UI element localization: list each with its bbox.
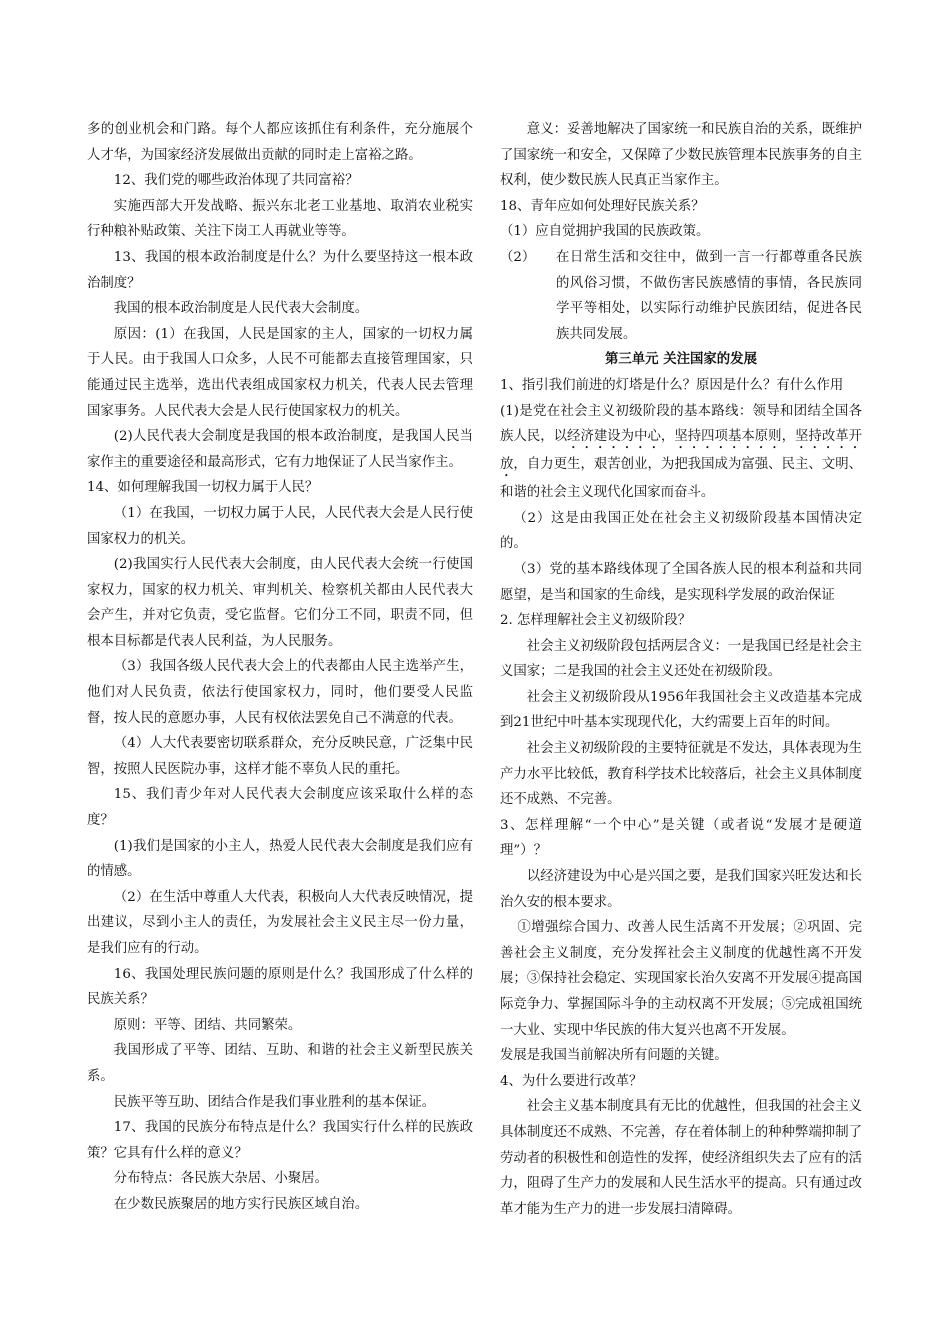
question: 2. 怎样理解社会主义初级阶段？ (500, 613, 692, 629)
paragraph: 我国形成了平等、团结、互助、和谐的社会主义新型民族关系。 (87, 1043, 473, 1084)
paragraph: （1）应自觉拥护我国的民族政策。 (500, 224, 710, 240)
paragraph: (1)我们是国家的小主人，热爱人民代表大会制度是我们应有的情感。 (87, 838, 473, 880)
paragraph: 社会主义初级阶段的主要特征就是不发达，具体表现为生产力水平比较低，教育科学技术比较落后，社会主义具体制度还不成熟、不完善。 (500, 741, 862, 808)
question: 16、我国处理民族问题的原则是什么？我国形成了什么样的民族关系？ (87, 966, 473, 1008)
paragraph: （3）党的基本路线体现了全国各族人民的根本利益和共同愿望，是当和国家的生命线，是实现科学发展的政治保证 (500, 561, 862, 603)
paragraph: (2)我国实行人民代表大会制度，由人民代表大会统一行使国家权力，国家的权力机关、审判机关、检察机关都由人民代表大会产生，并对它负责，受它监督。它们分工不同，职责不同，但根本目标都是代表人民利益，为人民服务。 (87, 557, 473, 649)
paragraph: 意义：妥善地解决了国家统一和民族自治的关系，既维护了国家统一和安全，又保障了少数民族管理本民族事务的自主权利，使少数民族人民真正当家作主。 (500, 122, 862, 189)
paragraph: （1）在我国，一切权力属于人民，人民代表大会是人民行使国家权力的机关。 (87, 505, 473, 547)
question: 14、如何理解我国一切权力属于人民？ (87, 480, 319, 496)
paragraph: 以经济建设为中心是兴国之要，是我们国家兴旺发达和长治久安的根本要求。 (500, 869, 862, 910)
question: 1、指引我们前进的灯塔是什么？原因是什么？有什么作用 (500, 377, 844, 393)
question: 13、我国的根本政治制度是什么？为什么要坚持这一根本政治制度？ (87, 249, 473, 291)
hanging-paragraph (500, 245, 862, 347)
paragraph: 原则：平等、团结、共同繁荣。 (113, 1017, 302, 1033)
right-column (500, 117, 862, 1222)
paragraph: 多的创业机会和门路。每个人都应该抓住有利条件，充分施展个人才华，为国家经济发展做出贡献的同时走上富裕之路。 (87, 122, 473, 163)
paragraph: 社会主义初级阶段包括两层含义：一是我国已经是社会主义国家；二是我国的社会主义还处在初级阶段。 (500, 638, 862, 680)
paragraph: ①增强综合国力、改善人民生活离不开发展；②巩固、完善社会主义制度，充分发挥社会主义制度的优越性离不开发展；③保持社会稳定、实现国家长治久安离不开发展④提高国际竞争力、掌握国际斗争的主动权离不开发展；⑤完成祖国统一大业、实现中华民族的伟大复兴也离不开发展。 (500, 920, 862, 1038)
paragraph: （3）我国各级人民代表大会上的代表都由人民主选举产生，他们对人民负责，依法行使国家权力，同时，他们要受人民监督，按人民的意愿办事，人民有权依法罢免自己不满意的代表。 (87, 659, 473, 726)
item-text: 在日常生活和交往中，做到一言一行都尊重各民族的风俗习惯，不做伤害民族感情的事情，各民族同学平等相处，以实际行动维护民族团结，促进各民族共同发展。 (556, 249, 862, 342)
emphasis-text: 坚持改革开放 (500, 429, 863, 473)
unit-heading: 第三单元 关注国家的发展 (605, 351, 757, 368)
emphasis-text: 坚持四项基本原则 (674, 429, 782, 445)
question: 18、青年应如何处理好民族关系？ (500, 198, 705, 214)
paragraph: 民族平等互助、团结合作是我们事业胜利的基本保证。 (113, 1094, 436, 1110)
paragraph: (2)人民代表大会制度是我国的根本政治制度，是我国人民当家作主的重要途径和最高形式，它有力地保证了人民当家作主。 (87, 429, 473, 470)
question: 4、为什么要进行改革？ (500, 1073, 643, 1089)
paragraph: 分布特点：各民族大杂居、小聚居。 (113, 1171, 329, 1187)
left-column (87, 117, 473, 1218)
paragraph: 原因：(1）在我国，人民是国家的主人，国家的一切权力属于人民。由于我国人口众多，人民不可能都去直接管理国家，只能通过民主选举，选出代表组成国家权力机关，代表人民去管理国家事务。人民代表大会是人民行使国家权力的机关。 (87, 326, 473, 419)
paragraph: 发展是我国当前解决所有问题的关键。 (500, 1048, 728, 1064)
paragraph: 我国的根本政治制度是人民代表大会制度。 (113, 301, 369, 317)
paragraph: （2）这是由我国正处在社会主义初级阶段基本国情决定的。 (500, 510, 862, 552)
item-number: （2） (500, 249, 536, 265)
paragraph: (1)是党在社会主义初级阶段的基本路线：领导和团结全国各族人民，以经济建设为中心，坚持四项基本原则，坚持改革开放，自力更生，艰苦创业，为把我国成为富强、民主、文明、和谐的社会主义现代化国家而奋斗。 (500, 403, 863, 501)
paragraph: （2）在生活中尊重人大代表，积极向人大代表反映情况，提出建议，尽到小主人的责任，为发展社会主义民主尽一份力量，是我们应有的行动。 (87, 889, 473, 956)
paragraph: 实施西部大开发战略、振兴东北老工业基地、取消农业税实行种粮补贴政策、关注下岗工人再就业等等。 (87, 198, 473, 240)
question: 3、怎样理解“一个中心”是关键（或者说“发展才是硬道理”）？ (500, 817, 862, 859)
question: 17、我国的民族分布特点是什么？我国实行什么样的民族政策？它具有什么样的意义？ (87, 1120, 473, 1161)
paragraph: （4）人大代表要密切联系群众，充分反映民意，广泛集中民智，按照人民医院办事，这样才能不辜负人民的重托。 (87, 736, 473, 777)
question: 15、我们青少年对人民代表大会制度应该采取什么样的态度？ (87, 787, 473, 829)
paragraph: 社会主义初级阶段从1956年我国社会主义改造基本完成到21世纪中叶基本实现现代化，大约需要上百年的时间。 (500, 689, 862, 731)
paragraph: 社会主义基本制度具有无比的优越性，但我国的社会主义具体制度还不成熟、不完善，存在着体制上的种种弊端抑制了劳动者的积极性和创造性的发挥，使经济组织失去了应有的活力，阻碍了生产力的发展和人民生活水平的提高。只有通过改革才能为生产力的进一步发展扫清障碍。 (500, 1099, 862, 1217)
question: 12、我们党的哪些政治体现了共同富裕？ (113, 173, 359, 189)
paragraph: 在少数民族聚居的地方实行民族区域自治。 (113, 1196, 369, 1212)
emphasis-text: 经济建设为中心 (567, 429, 661, 445)
